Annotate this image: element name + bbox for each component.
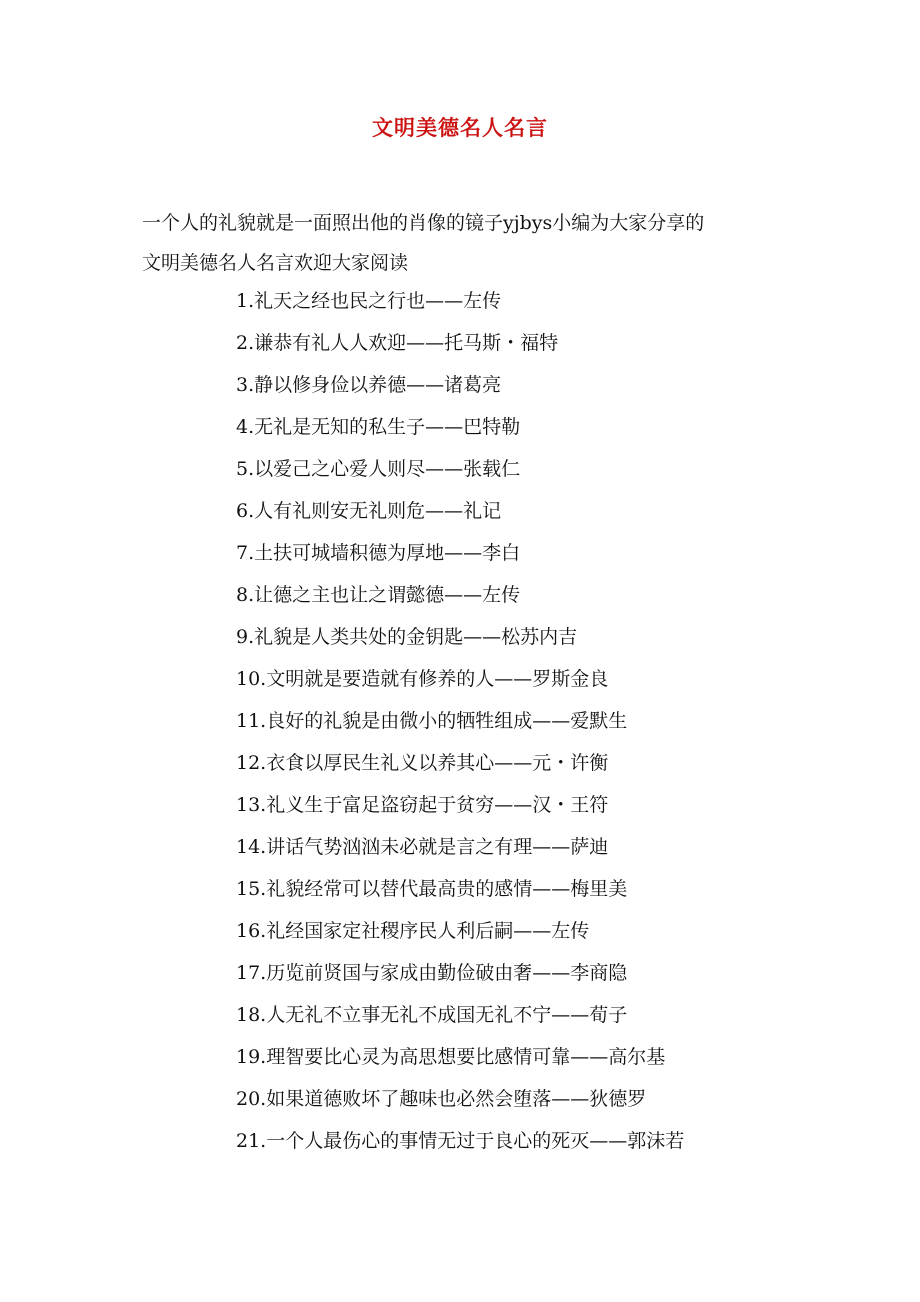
quote-item: 19.理智要比心灵为高思想要比感情可靠——高尔基 xyxy=(236,1046,666,1068)
quote-item: 11.良好的礼貌是由微小的牺牲组成——爱默生 xyxy=(236,710,628,732)
quote-item: 4.无礼是无知的私生子——巴特勒 xyxy=(236,416,521,438)
quote-item: 5.以爱己之心爱人则尽——张载仁 xyxy=(236,458,521,480)
intro-paragraph xyxy=(142,203,802,283)
quote-item: 21.一个人最伤心的事情无过于良心的死灭——郭沫若 xyxy=(236,1130,685,1152)
page-title: 文明美德名人名言 xyxy=(372,116,548,140)
quote-item: 17.历览前贤国与家成由勤俭破由奢——李商隐 xyxy=(236,962,628,984)
intro-line: 文明美德名人名言欢迎大家阅读 xyxy=(142,252,409,274)
quote-item: 8.让德之主也让之谓懿德——左传 xyxy=(236,584,521,606)
quote-item: 13.礼义生于富足盗窃起于贫穷——汉・王符 xyxy=(236,794,609,816)
quote-item: 15.礼貌经常可以替代最高贵的感情——梅里美 xyxy=(236,878,628,900)
quote-item: 7.土扶可城墙积德为厚地——李白 xyxy=(236,542,521,564)
quote-list xyxy=(236,285,796,1167)
quote-item: 2.谦恭有礼人人欢迎——托马斯・福特 xyxy=(236,332,559,354)
quote-item: 1.礼天之经也民之行也——左传 xyxy=(236,290,502,312)
intro-line: 一个人的礼貌就是一面照出他的肖像的镜子yjbys小编为大家分享的 xyxy=(142,212,705,234)
quote-item: 18.人无礼不立事无礼不成国无礼不宁——荀子 xyxy=(236,1004,628,1026)
quote-item: 10.文明就是要造就有修养的人——罗斯金良 xyxy=(236,668,609,690)
quote-item: 20.如果道德败坏了趣味也必然会堕落——狄德罗 xyxy=(236,1088,647,1110)
quote-item: 12.衣食以厚民生礼义以养其心——元・许衡 xyxy=(236,752,609,774)
quote-item: 16.礼经国家定社稷序民人利后嗣——左传 xyxy=(236,920,590,942)
quote-item: 3.静以修身俭以养德——诸葛亮 xyxy=(236,374,502,396)
quote-item: 14.讲话气势汹汹未必就是言之有理——萨迪 xyxy=(236,836,609,858)
quote-item: 6.人有礼则安无礼则危——礼记 xyxy=(236,500,502,522)
quote-item: 9.礼貌是人类共处的金钥匙——松苏内吉 xyxy=(236,626,578,648)
